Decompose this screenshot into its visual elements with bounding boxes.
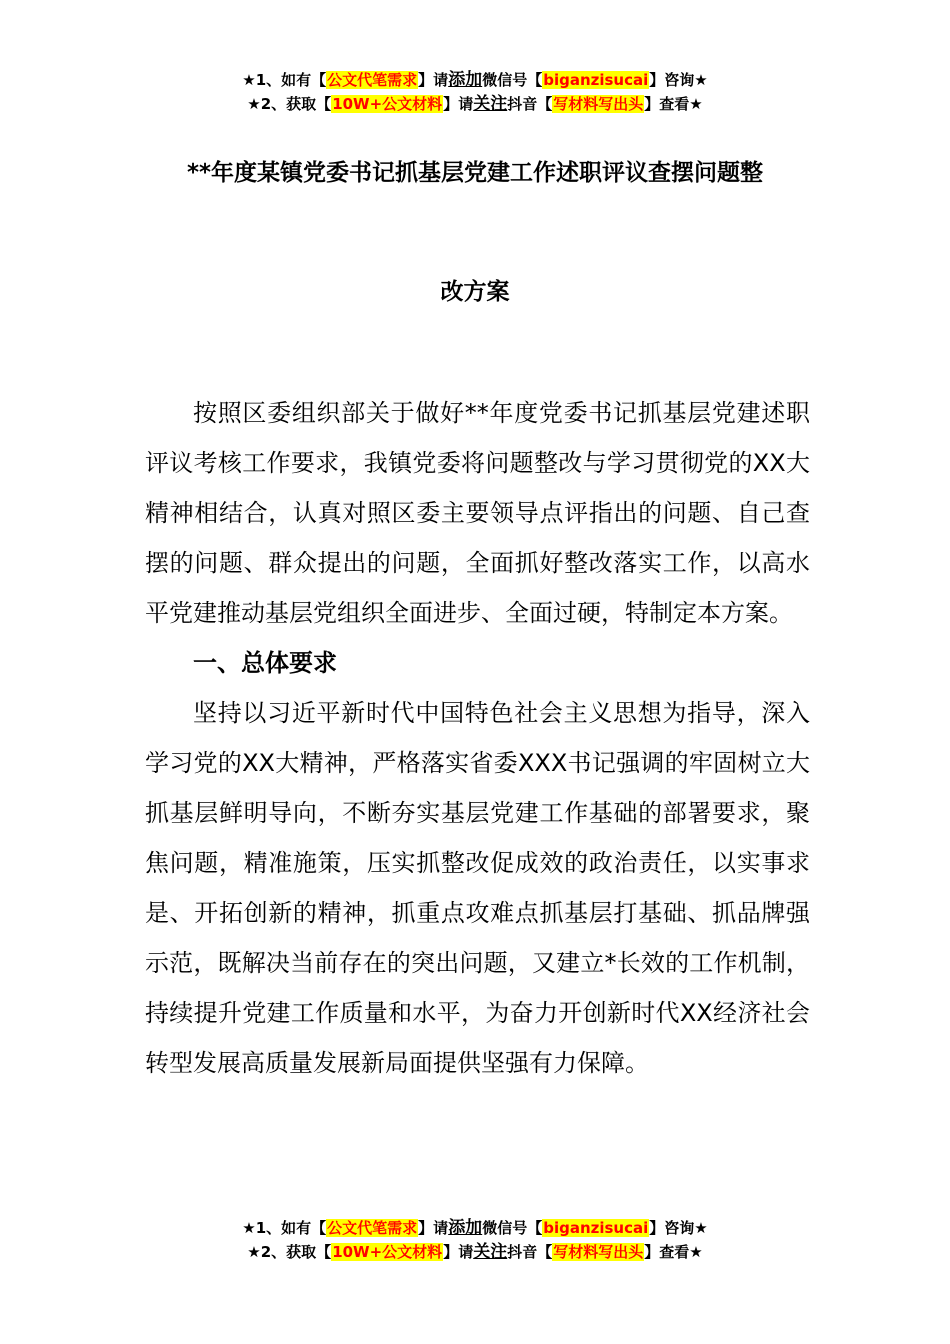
document-title-line-1: **年度某镇党委书记抓基层党建工作述职评议查摆问题整: [186, 160, 764, 186]
promo-text: 】查看: [644, 95, 690, 113]
promo-text: 1、如有【: [255, 71, 327, 89]
promo-line-1: [0, 68, 950, 92]
promo-line-2: [0, 92, 950, 116]
promo-text: 】咨询: [649, 1219, 695, 1237]
promo-line-1: [0, 1216, 950, 1240]
promo-banner-bottom: [0, 1216, 950, 1264]
promo-underline: 添加: [448, 70, 483, 90]
promo-highlight: 写材料写出头: [553, 95, 644, 113]
star-icon: ★: [694, 1219, 708, 1237]
section-paragraph: 坚持以习近平新时代中国特色社会主义思想为指导，深入学习党的XX大精神，严格落实省委XXX书记强调的牢固树立大抓基层鲜明导向，不断夯实基层党建工作基础的部署要求，聚焦问题，精准施策，压实抓整改促成效的政治责任，以实事求是、开拓创新的精神，抓重点攻难点抓基层打基础、抓品牌强示范，既解决当前存在的突出问题，又建立*长效的工作机制，持续提升党建工作质量和水平，为奋力开创新时代XX经济社会转型发展高质量发展新局面提供坚强有力保障。: [145, 699, 810, 1077]
promo-highlight: 10W+公文材料: [332, 1243, 443, 1261]
star-icon: ★: [242, 1219, 256, 1237]
promo-line-2: [0, 1240, 950, 1264]
star-icon: ★: [689, 95, 703, 113]
promo-underline: 添加: [448, 1218, 483, 1238]
promo-text: 】请: [443, 95, 474, 113]
promo-underline: 关注: [473, 94, 508, 114]
promo-banner-top: [0, 68, 950, 116]
promo-highlight: 公文代笔需求: [327, 71, 418, 89]
intro-paragraph: 按照区委组织部关于做好**年度党委书记抓基层党建述职评议考核工作要求，我镇党委将问题整改与学习贯彻党的XX大精神相结合，认真对照区委主要领导点评指出的问题、自己查摆的问题、群众提出的问题，全面抓好整改落实工作，以高水平党建推动基层党组织全面进步、全面过硬，特制定本方案。: [145, 399, 810, 627]
document-title-line-2: 改方案: [440, 279, 510, 305]
promo-text: 2、获取【: [260, 1243, 332, 1261]
promo-underline: 关注: [473, 1242, 508, 1262]
promo-text: 】请: [418, 71, 449, 89]
promo-text: 微信号【: [482, 71, 543, 89]
document-body: [145, 388, 810, 1088]
promo-wechat-id: biganzisucai: [543, 1219, 649, 1237]
promo-text: 2、获取【: [260, 95, 332, 113]
star-icon: ★: [694, 71, 708, 89]
promo-highlight: 10W+公文材料: [332, 95, 443, 113]
star-icon: ★: [247, 1243, 261, 1261]
promo-text: 】查看: [644, 1243, 690, 1261]
star-icon: ★: [247, 95, 261, 113]
promo-wechat-id: biganzisucai: [543, 71, 649, 89]
promo-text: 抖音【: [507, 95, 553, 113]
star-icon: ★: [689, 1243, 703, 1261]
promo-text: 微信号【: [482, 1219, 543, 1237]
promo-text: 】咨询: [649, 71, 695, 89]
promo-highlight: 公文代笔需求: [327, 1219, 418, 1237]
star-icon: ★: [242, 71, 256, 89]
promo-highlight: 写材料写出头: [553, 1243, 644, 1261]
section-heading: 一、总体要求: [193, 649, 337, 677]
promo-text: 】请: [443, 1243, 474, 1261]
promo-text: 】请: [418, 1219, 449, 1237]
promo-text: 1、如有【: [255, 1219, 327, 1237]
promo-text: 抖音【: [507, 1243, 553, 1261]
